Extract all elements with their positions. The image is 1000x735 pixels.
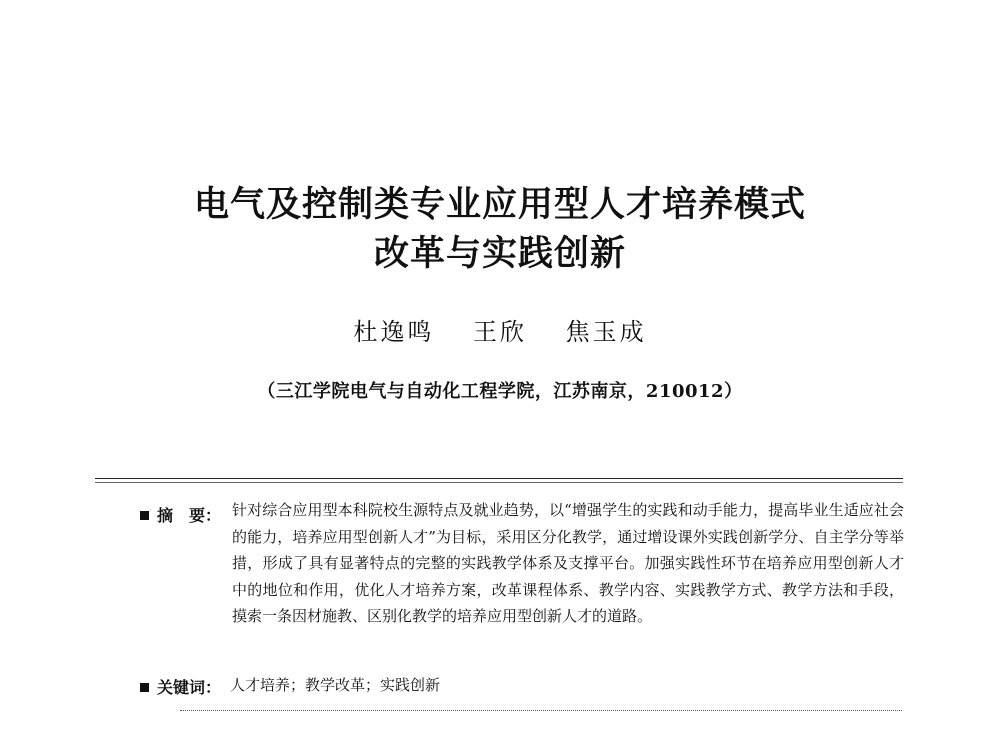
paper-title-line1: 电气及控制类专业应用型人才培养模式 [193,184,806,225]
keywords-label-text: 关键词： [157,678,222,697]
affiliation: （三江学院电气与自动化工程学院，江苏南京，210012） [257,381,743,402]
keywords-body: 人才培养；教学改革；实践创新 [230,676,441,694]
abstract-label [140,503,221,526]
bullet-square-icon [140,511,149,520]
abstract-body: 针对综合应用型本科院校生源特点及就业趋势，以“增强学生的实践和动手能力，提高毕业生适应社会的能力，培养应用型创新人才”为目标，采用区分化教学，通过增设课外实践创新学分、自主学分等举措，形成了具有显著特点的完整的实践教学体系及支撑平台。加强实践性环节在培养应用型创新人才中的地位和作用，优化人才培养方案，改革课程体系、教学内容、实践教学方式、教学方法和手段，摸索一条因材施教、区别化教学的培养应用型创新人才的道路。 [232,501,904,626]
author-list: 杜逸鸣 王欣 焦玉成 [353,318,647,346]
paper-title-line2: 改革与实践创新 [373,233,626,274]
keywords-label [140,675,221,698]
abstract-label-text: 摘 要： [157,506,222,525]
bullet-square-icon [140,683,149,692]
dotted-divider [180,710,902,711]
section-divider-thin [95,482,903,483]
section-divider [95,478,903,479]
